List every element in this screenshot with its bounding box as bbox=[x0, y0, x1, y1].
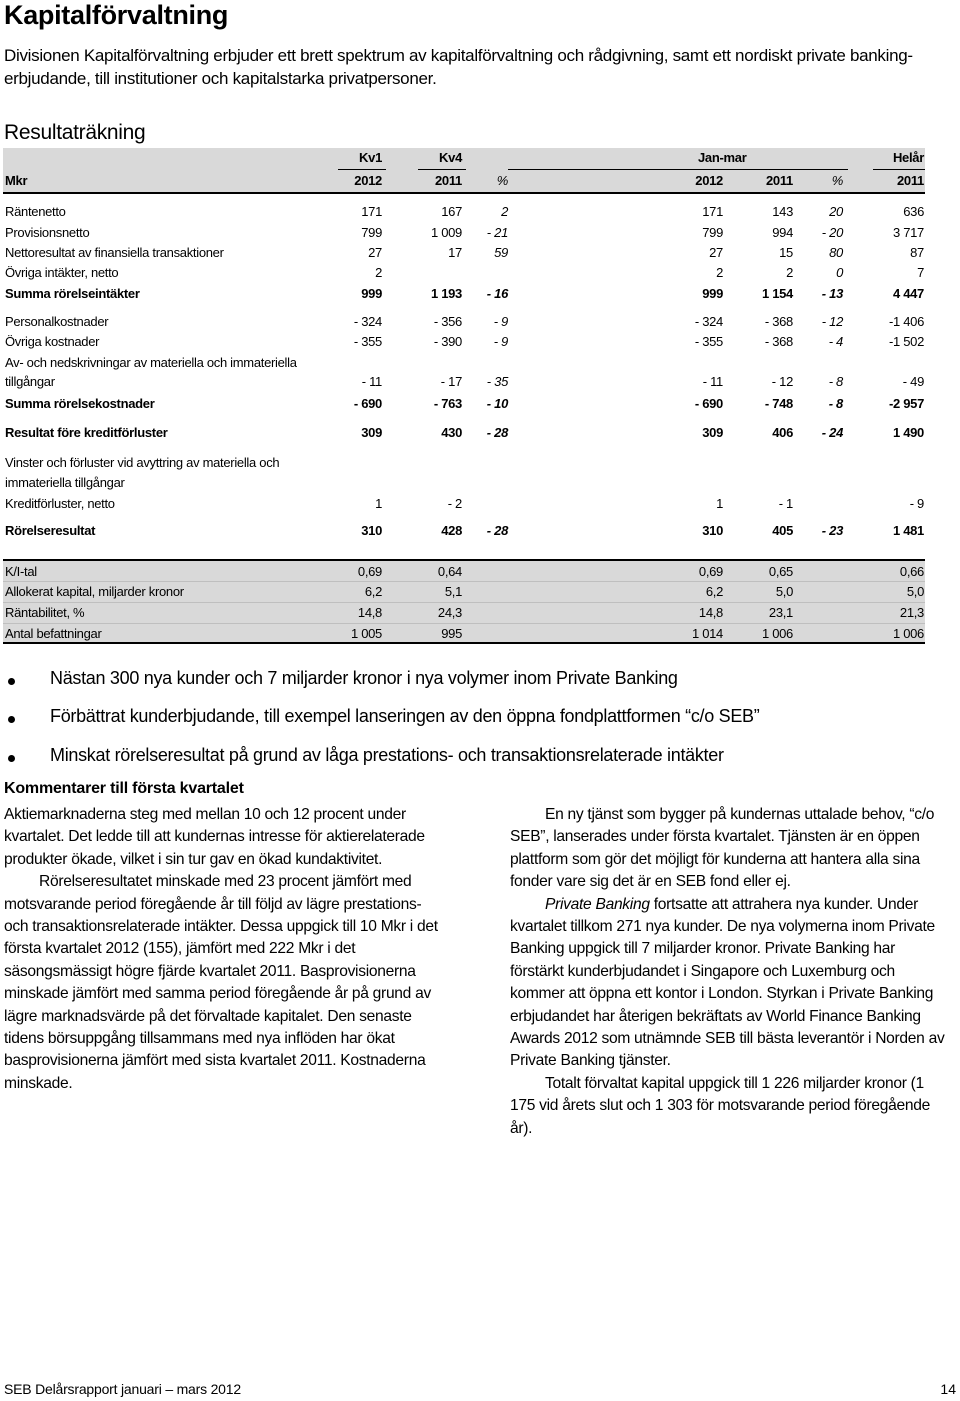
cell: 14,8 bbox=[357, 605, 382, 620]
cell: -1 406 bbox=[888, 314, 924, 329]
cell: - 20 bbox=[821, 225, 843, 240]
cell: 0 bbox=[836, 265, 843, 280]
table-row bbox=[3, 245, 925, 265]
cell: 21,3 bbox=[899, 605, 924, 620]
cell: - 12 bbox=[821, 314, 843, 329]
cell: 80 bbox=[829, 245, 843, 260]
table-row bbox=[3, 496, 925, 516]
cell: 1 005 bbox=[350, 626, 382, 641]
paragraph-text: fortsatte att attrahera nya kunder. Under kvartalet tillkom 271 nya kunder. De nya volymerna inom Private Banking uppgick till 7 miljarder kronor. Private Banking har förstärkt kunderbjudandet i Singapore och Luxemburg och kommer att öppna ett kontor i London. Styrkan i Private Banking erbjudandet har återigen bekräftats av World Finance Banking Awards 2012 som utnämnde SEB till bästa leverantör i Norden av Private Banking tjänster. bbox=[510, 895, 945, 1070]
table-header-groups bbox=[3, 150, 925, 170]
cell: 3 717 bbox=[892, 225, 924, 240]
header-col-7: 2011 bbox=[896, 173, 924, 188]
cell: 799 bbox=[702, 225, 723, 240]
header-underline-kv4 bbox=[418, 169, 466, 170]
header-underline-jan-mar bbox=[508, 169, 848, 170]
table-row bbox=[3, 204, 925, 224]
table-row bbox=[3, 265, 925, 285]
cell: - 8 bbox=[828, 374, 843, 389]
cell: 1 014 bbox=[691, 626, 723, 641]
cell: 0,69 bbox=[357, 564, 382, 579]
cell: - 2 bbox=[447, 496, 462, 511]
cell: 309 bbox=[702, 425, 723, 440]
cell: 2 bbox=[716, 265, 723, 280]
cell: - 1 bbox=[778, 496, 793, 511]
cell: - 35 bbox=[486, 374, 508, 389]
row-label: Nettoresultat av finansiella transaktioner bbox=[5, 245, 224, 260]
cell: - 9 bbox=[493, 334, 508, 349]
table-row-total bbox=[3, 396, 925, 416]
row-label: immateriella tillgångar bbox=[5, 475, 125, 490]
cell: - 28 bbox=[486, 425, 508, 440]
cell: 1 009 bbox=[430, 225, 462, 240]
table-row bbox=[3, 334, 925, 354]
paragraph: Aktiemarknaderna steg med mellan 10 och 12 procent under kvartalet. Det ledde till att kundernas intresse för aktierelaterade produkter ökade, vilket i sin tur gav en ökad kundaktivitet. bbox=[4, 806, 425, 868]
cell: 310 bbox=[702, 523, 723, 538]
header-kv4: Kv4 bbox=[439, 150, 462, 165]
cell: 406 bbox=[772, 425, 793, 440]
cell: - 390 bbox=[433, 334, 462, 349]
kpi-label: K/I-tal bbox=[5, 564, 37, 579]
cell: - 748 bbox=[764, 396, 793, 411]
cell: - 11 bbox=[361, 374, 382, 389]
row-label-line1: Av- och nedskrivningar av materiella och immateriella bbox=[5, 355, 297, 370]
bullet-text: Förbättrat kunderbjudande, till exempel lanseringen av den öppna fondplattformen “c/o SEB” bbox=[50, 706, 760, 726]
cell: 5,0 bbox=[775, 584, 793, 599]
cell: 1 bbox=[716, 496, 723, 511]
cell: 2 bbox=[375, 265, 382, 280]
kpi-label: Räntabilitet, % bbox=[5, 605, 85, 620]
header-kv1: Kv1 bbox=[359, 150, 382, 165]
cell: 428 bbox=[441, 523, 462, 538]
cell: 87 bbox=[910, 245, 924, 260]
cell: 309 bbox=[361, 425, 382, 440]
cell: 59 bbox=[494, 245, 508, 260]
table-header-columns bbox=[3, 173, 925, 193]
header-rule bbox=[3, 192, 925, 194]
row-label: Rörelseresultat bbox=[5, 523, 96, 538]
cell: 17 bbox=[448, 245, 462, 260]
paragraph bbox=[510, 894, 950, 1073]
paragraph: Rörelseresultatet minskade med 23 procent jämfört med motsvarande period föregående år till följd av lägre prestations- och transaktionsrelaterade intäkter. Dessa uppgick till 10 Mkr i det första kvartalet 2012 (155), jämfört med 222 Mkr i det säsongsmässigt högre fjärde kvartalet 2011. Basprovisionerna minskade jämfört med samma period föregående år på grund av lägre marknadsvärde på det förvaltade kapitalet. Den senaste tidens börsuppgång tillsammans med nya inflöden har ökat basprovisionerna jämfört med sista kvartalet 2011. Kostnaderna minskade. bbox=[4, 873, 438, 1092]
row-label: Summa rörelsekostnader bbox=[5, 396, 155, 411]
page-number: 14 bbox=[940, 1381, 956, 1397]
cell: - 23 bbox=[821, 523, 843, 538]
row-label: Summa rörelseintäkter bbox=[5, 286, 140, 301]
cell: 0,64 bbox=[437, 564, 462, 579]
cell: 995 bbox=[441, 626, 462, 641]
cell: 799 bbox=[361, 225, 382, 240]
cell: - 11 bbox=[702, 374, 723, 389]
cell: 1 490 bbox=[892, 425, 924, 440]
row-label: Kreditförluster, netto bbox=[5, 496, 115, 511]
cell: 6,2 bbox=[705, 584, 723, 599]
cell: 27 bbox=[709, 245, 723, 260]
row-label: Övriga intäkter, netto bbox=[5, 265, 119, 280]
table-row bbox=[3, 374, 925, 394]
cell: 2 bbox=[786, 265, 793, 280]
row-label: Personalkostnader bbox=[5, 314, 109, 329]
header-helar: Helår bbox=[892, 150, 924, 165]
cell: - 690 bbox=[694, 396, 723, 411]
cell: - 49 bbox=[902, 374, 924, 389]
cell: - 28 bbox=[486, 523, 508, 538]
bullet-text: Minskat rörelseresultat på grund av låga prestations- och transaktionsrelaterade intäkter bbox=[50, 745, 724, 765]
header-col-2: 2011 bbox=[434, 173, 462, 188]
commentary-right-column bbox=[510, 804, 950, 1140]
cell: 15 bbox=[779, 245, 793, 260]
cell: 23,1 bbox=[768, 605, 793, 620]
kpi-row bbox=[3, 564, 925, 584]
table-row-total bbox=[3, 286, 925, 306]
cell: 430 bbox=[441, 425, 462, 440]
row-label-line1: Vinster och förluster vid avyttring av materiella och bbox=[5, 455, 280, 470]
cell: -1 502 bbox=[888, 334, 924, 349]
cell: - 13 bbox=[821, 286, 843, 301]
cell: 5,1 bbox=[444, 584, 462, 599]
cell: - 368 bbox=[764, 314, 793, 329]
cell: - 8 bbox=[828, 396, 843, 411]
cell: - 356 bbox=[433, 314, 462, 329]
cell: 0,69 bbox=[698, 564, 723, 579]
cell: - 355 bbox=[694, 334, 723, 349]
cell: 20 bbox=[829, 204, 843, 219]
header-col-5: 2011 bbox=[765, 173, 793, 188]
cell: 5,0 bbox=[906, 584, 924, 599]
cell: - 4 bbox=[828, 334, 843, 349]
kpi-row bbox=[3, 626, 925, 646]
cell: 171 bbox=[702, 204, 723, 219]
cell: 24,3 bbox=[437, 605, 462, 620]
paragraph: Totalt förvaltat kapital uppgick till 1 226 miljarder kronor (1 175 vid årets slut och 1 303 för motsvarande period föregående år). bbox=[510, 1074, 931, 1137]
cell: - 24 bbox=[821, 425, 843, 440]
cell: 171 bbox=[361, 204, 382, 219]
cell: 1 006 bbox=[892, 626, 924, 641]
header-col-6: % bbox=[831, 173, 843, 188]
table-row-total bbox=[3, 523, 925, 543]
paragraph: En ny tjänst som bygger på kundernas uttalade behov, “c/o SEB”, lanserades under första kvartalet. Tjänsten är en öppen plattform som gör det möjligt för kunderna att hantera alla sina fonder vare sig det är en SEB fond eller ej. bbox=[510, 806, 935, 891]
table-row bbox=[3, 225, 925, 245]
cell: 999 bbox=[361, 286, 382, 301]
kpi-row bbox=[3, 584, 925, 604]
cell: - 12 bbox=[771, 374, 793, 389]
header-col-4: 2012 bbox=[695, 173, 723, 188]
cell: 1 006 bbox=[761, 626, 793, 641]
cell: - 368 bbox=[764, 334, 793, 349]
table-row-total bbox=[3, 425, 925, 445]
income-statement-title: Resultaträkning bbox=[4, 121, 146, 144]
row-label: Resultat före kreditförluster bbox=[5, 425, 168, 440]
cell: - 21 bbox=[486, 225, 508, 240]
table-row-label-continuation bbox=[3, 455, 925, 475]
bullet-text: Nästan 300 nya kunder och 7 miljarder kronor i nya volymer inom Private Banking bbox=[50, 668, 678, 688]
header-mkr: Mkr bbox=[5, 173, 28, 188]
cell: 636 bbox=[903, 204, 924, 219]
page-title: Kapitalförvaltning bbox=[4, 0, 229, 30]
cell: 4 447 bbox=[892, 286, 924, 301]
header-col-3: % bbox=[496, 173, 508, 188]
cell: - 324 bbox=[694, 314, 723, 329]
cell: - 10 bbox=[486, 396, 508, 411]
cell: 7 bbox=[917, 265, 924, 280]
kpi-label: Allokerat kapital, miljarder kronor bbox=[5, 584, 184, 599]
table-row bbox=[3, 475, 925, 495]
cell: 1 193 bbox=[430, 286, 462, 301]
cell: - 9 bbox=[909, 496, 924, 511]
cell: 14,8 bbox=[698, 605, 723, 620]
header-col-1: 2012 bbox=[354, 173, 382, 188]
kpi-top-rule bbox=[3, 559, 925, 561]
cell: 1 481 bbox=[892, 523, 924, 538]
cell: 143 bbox=[772, 204, 793, 219]
cell: 167 bbox=[441, 204, 462, 219]
cell: 405 bbox=[772, 523, 793, 538]
kpi-row bbox=[3, 605, 925, 625]
bullet-icon bbox=[8, 755, 15, 762]
cell: 6,2 bbox=[364, 584, 382, 599]
row-label: Räntenetto bbox=[5, 204, 66, 219]
cell: 0,66 bbox=[899, 564, 924, 579]
bullet-icon bbox=[8, 716, 15, 723]
cell: - 355 bbox=[353, 334, 382, 349]
cell: - 9 bbox=[493, 314, 508, 329]
header-underline-kv1 bbox=[338, 169, 386, 170]
cell: - 17 bbox=[440, 374, 462, 389]
cell: - 763 bbox=[433, 396, 462, 411]
cell: 2 bbox=[501, 204, 508, 219]
cell: - 16 bbox=[486, 286, 508, 301]
row-label: tillgångar bbox=[5, 374, 55, 389]
table-row bbox=[3, 314, 925, 334]
kpi-label: Antal befattningar bbox=[5, 626, 102, 641]
footer-text: SEB Delårsrapport januari – mars 2012 bbox=[4, 1381, 241, 1397]
commentary-left-column bbox=[4, 804, 444, 1095]
header-underline-helar bbox=[873, 169, 925, 170]
cell: - 324 bbox=[353, 314, 382, 329]
header-jan-mar: Jan-mar bbox=[698, 150, 747, 165]
cell: 994 bbox=[772, 225, 793, 240]
emphasis: Private Banking bbox=[545, 895, 650, 913]
cell: 0,65 bbox=[768, 564, 793, 579]
intro-text: Divisionen Kapitalförvaltning erbjuder ett brett spektrum av kapitalförvaltning och rådgivning, samt ett nordiskt private banking-erbjudande, till institutioner och kapitalstarka privatpersoner. bbox=[4, 46, 913, 88]
cell: - 690 bbox=[353, 396, 382, 411]
cell: 1 154 bbox=[761, 286, 793, 301]
table-row-label-continuation bbox=[3, 355, 925, 375]
cell: 1 bbox=[375, 496, 382, 511]
cell: 999 bbox=[702, 286, 723, 301]
row-label: Provisionsnetto bbox=[5, 225, 90, 240]
cell: -2 957 bbox=[888, 396, 924, 411]
cell: 27 bbox=[368, 245, 382, 260]
cell: 310 bbox=[361, 523, 382, 538]
row-label: Övriga kostnader bbox=[5, 334, 100, 349]
bullet-icon bbox=[8, 678, 15, 685]
commentary-title: Kommentarer till första kvartalet bbox=[4, 780, 244, 797]
